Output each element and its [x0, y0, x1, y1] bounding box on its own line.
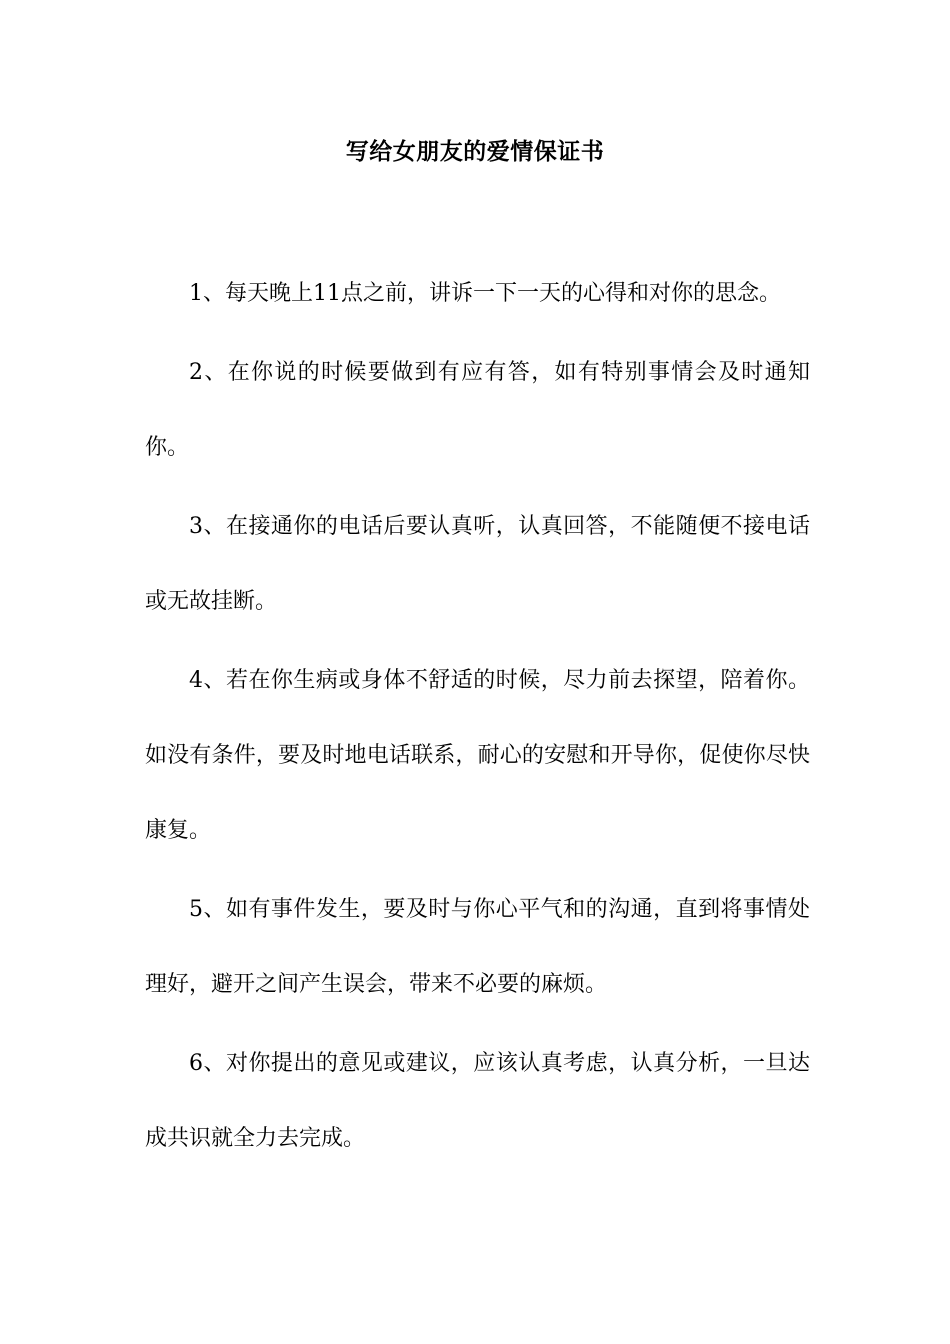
document-title: 写给女朋友的爱情保证书: [345, 138, 605, 165]
paragraph-2: 2、在你说的时候要做到有应有答，如有特别事情会及时通知你。: [145, 360, 810, 460]
paragraph-4: 4、若在你生病或身体不舒适的时候，尽力前去探望，陪着你。如没有条件，要及时地电话联系，耐心的安慰和开导你，促使你尽快康复。: [145, 668, 810, 843]
paragraph-3: 3、在接通你的电话后要认真听，认真回答，不能随便不接电话或无故挂断。: [145, 514, 810, 614]
paragraph-5: 5、如有事件发生，要及时与你心平气和的沟通，直到将事情处理好，避开之间产生误会，带来不必要的麻烦。: [145, 897, 810, 997]
document-body: [145, 256, 810, 1180]
paragraph-1: 1、每天晚上11点之前，讲诉一下一天的心得和对你的思念。: [189, 281, 781, 306]
paragraph-6: 6、对你提出的意见或建议，应该认真考虑，认真分析，一旦达成共识就全力去完成。: [145, 1051, 810, 1151]
